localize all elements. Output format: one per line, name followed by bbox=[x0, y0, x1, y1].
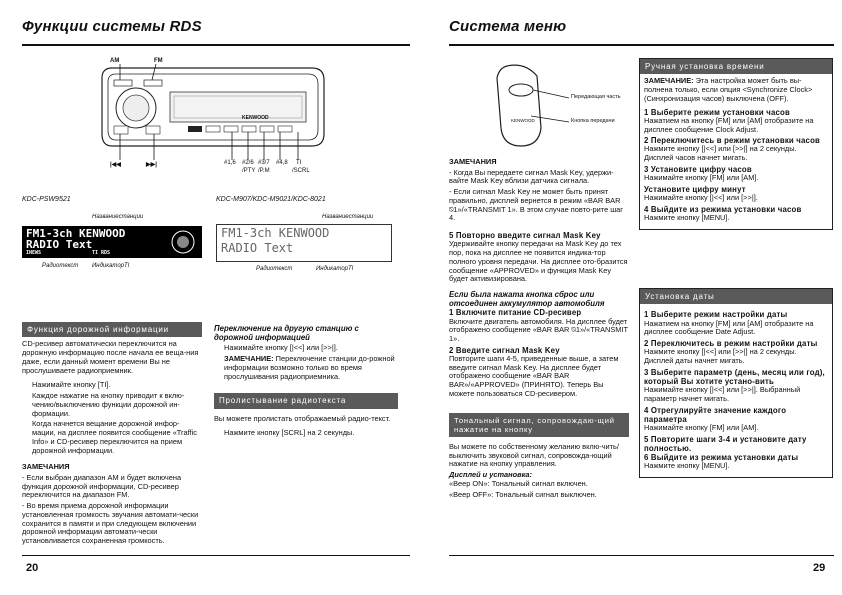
date-step1-title: 1 Выберите режим настройки даты bbox=[644, 310, 788, 320]
date-step6-text: Нажмите кнопку [MENU]. bbox=[644, 461, 730, 471]
manual-time-header: Ручная установка времени bbox=[640, 59, 832, 74]
left-page-number: 20 bbox=[26, 562, 39, 574]
model-psw9521: KDC-PSW9521 bbox=[22, 196, 71, 203]
next-track-label: ▶▶| bbox=[146, 162, 157, 168]
right-page bbox=[421, 0, 842, 595]
pm-label: /P.M bbox=[258, 168, 270, 174]
mask-note-1: - Когда Вы передаете сигнал Mask Key, удержи-вайте Mask Key вблизи датчика сигнала. bbox=[449, 167, 614, 186]
right-page-title: Система меню bbox=[449, 18, 567, 35]
lcd1-spectrum-icon bbox=[168, 228, 198, 256]
lcd1-news: INEWS bbox=[26, 250, 42, 256]
scroll-radiotext-text: Вы можете пролистать отображаемый радио-текст. bbox=[214, 413, 391, 423]
right-page-number: 29 bbox=[813, 562, 826, 574]
mask-key-illustration bbox=[449, 60, 629, 152]
radiotext-label-1: Радиотекст bbox=[42, 263, 79, 269]
date-step2-text: Нажмите кнопку [|<<] или [>>|] на 2 секунды. Дисплей даты начнет мигать. bbox=[644, 347, 797, 366]
date-step5-title: 5 Повторите шаги 3-4 и установите дату полностью. bbox=[644, 434, 807, 453]
lcd1-line2: RADIO Text bbox=[26, 238, 93, 251]
scroll-radiotext-press: Нажмите кнопку [SCRL] на 2 секунды. bbox=[224, 428, 355, 438]
step5-text: Удерживайте кнопку передачи на Mask Key до тех пор, пока на дисплее не появится индика-тор полного уровня передачи. На дисплее ото-бразится сообщение «APPROVED» и функция Mask Key будет активизирована. bbox=[449, 239, 628, 284]
send-button-label: Кнопка передачи bbox=[571, 118, 615, 124]
step5-title: 5 Повторно введите сигнал Mask Key bbox=[449, 231, 601, 241]
ti-indicator-label-2: ИндикаторTI bbox=[316, 266, 354, 272]
scroll-radiotext-header: Пролистывание радиотекста bbox=[214, 393, 398, 408]
time-note-text: Эта настройка может быть вы-полнена только, если опция <Synchronize Clock> (Синхронизация часов) выключена (OFF). bbox=[644, 76, 813, 103]
lcd1-ti-rds: TI RDS bbox=[92, 250, 111, 256]
switch-station-press: Нажимайте кнопку [|<<] или [>>|]. bbox=[224, 343, 338, 353]
head-unit-illustration bbox=[92, 58, 332, 174]
head-unit-drawing bbox=[92, 60, 332, 170]
switch-note-text: Переключение станции до-рожной информации возможно только во время прослушивания радиоприемника. bbox=[224, 354, 395, 381]
beep-text: Вы можете по собственному желанию вклю-чить/выключить звуковой сигнал, сопровожда-ющий нажатие на кнопку управления. bbox=[449, 441, 619, 469]
time-step1-title: 1 Выберите режим установки часов bbox=[644, 107, 790, 117]
left-page-title: Функции системы RDS bbox=[22, 18, 202, 35]
sender-part-label: Передающая часть bbox=[571, 94, 621, 100]
time-note-bold: ЗАМЕЧАНИЕ: bbox=[644, 76, 694, 86]
reset-step1-title: 1 Включите питание CD-ресивер bbox=[449, 308, 582, 318]
date-step3-text: Нажимайте кнопку [|<<] или [>>|]. Выбранный параметр начнет мигать. bbox=[644, 385, 801, 403]
switch-station-note bbox=[214, 355, 398, 381]
traffic-intro: CD-ресивер автоматически переключится на дорожную информацию после начала ее веща-ния даже, если данный момент времени Вы не прослушиваете радиоприемник. bbox=[22, 339, 199, 375]
lcd-display-psw9521 bbox=[22, 226, 202, 258]
time-minutes-title: Установите цифру минут bbox=[644, 184, 746, 194]
scrl-label: /SCRL bbox=[292, 168, 310, 174]
beep-header: Тональный сигнал, сопровождаю-щий нажатие на кнопку bbox=[449, 413, 629, 437]
traffic-notes-title: ЗАМЕЧАНИЯ bbox=[22, 462, 70, 472]
date-header: Установка даты bbox=[640, 289, 832, 304]
date-step6-title: 6 Выйдите из режима установки даты bbox=[644, 453, 799, 463]
traffic-each: Каждое нажатие на кнопку приводит к вклю-чению/выключению функции дорожной ин-формации. bbox=[32, 391, 185, 418]
time-step3-text: Нажимайте кнопку [FM] или [AM]. bbox=[644, 173, 759, 183]
prev-track-label: |◀◀ bbox=[110, 162, 121, 168]
am-button-label: AM bbox=[110, 58, 120, 64]
preset-3-7-label: #3/7 bbox=[258, 160, 270, 166]
lcd1-line1: FM1-3ch KENWOOD bbox=[26, 227, 126, 240]
time-step4-text: Нажмите кнопку [MENU]. bbox=[644, 212, 730, 222]
switch-note-bold: ЗАМЕЧАНИЕ: bbox=[224, 354, 274, 364]
beep-off: «Beep OFF»: Тональный сигнал выключен. bbox=[449, 489, 597, 499]
model-m907: KDC-M907/KDC-M9021/KDC-8021 bbox=[216, 196, 326, 203]
manual-time-section bbox=[639, 58, 833, 230]
switch-station-title: Переключение на другую станцию с дорожной информацией bbox=[214, 324, 359, 343]
preset-2-6-label: #2/6 bbox=[242, 160, 254, 166]
reset-step2-title: 2 Введите сигнал Mask Key bbox=[449, 345, 560, 355]
time-step4-title: 4 Выйдите из режима установки часов bbox=[644, 204, 802, 214]
ti-indicator-label-1: ИндикаторTI bbox=[92, 263, 130, 269]
time-step2-text: Нажмите кнопку [|<<] или [>>|] на 2 секунды. Дисплей часов начнет мигать. bbox=[644, 144, 797, 163]
date-step2-title: 2 Переключитесь в режим настройки даты bbox=[644, 339, 818, 349]
date-step1-text: Нажатием на кнопку [FM] или [AM] отобразите на дисплее сообщение Date Adjust. bbox=[644, 318, 814, 337]
traffic-note-1: - Если выбран диапазон AM и будет включена функция дорожной информации, CD-ресивер переключится на диапазон FM. bbox=[22, 472, 182, 500]
right-title-rule bbox=[449, 44, 834, 46]
traffic-start: Когда начнется вещание дорожной инфор-мации, на дисплее появится сообщение «Traffic Info» и CD-ресивер переключится на прием дорожной информации. bbox=[32, 419, 197, 455]
switch-station-section bbox=[214, 324, 398, 440]
date-step3-title: 3 Выберите параметр (день, месяц или год), который Вы хотите устано-вить bbox=[644, 367, 825, 386]
traffic-info-header: Функция дорожной информации bbox=[22, 322, 202, 337]
mask-note-2: - Если сигнал Mask Key не может быть принят правильно, дисплей вернется в режим «BAR BAR ⍉1»/«TRANSMIT 1». В этом случае повто-рите шаг 4. bbox=[449, 187, 623, 223]
mask-notes-title: ЗАМЕЧАНИЯ bbox=[449, 157, 497, 166]
mask-key-brand: KENWOOD bbox=[511, 118, 535, 123]
traffic-info-section bbox=[22, 322, 202, 548]
station-name-label-1: Названиестанции bbox=[92, 214, 144, 220]
lcd-display-m907 bbox=[216, 224, 392, 262]
traffic-press: Нажимайте кнопку [TI]. bbox=[32, 380, 111, 390]
ti-label: TI bbox=[296, 160, 302, 166]
time-step1-text: Нажатием на кнопку [FM] или [AM] отобразите на дисплее сообщение Clock Adjust. bbox=[644, 115, 814, 134]
pty-label: /PTY bbox=[242, 168, 256, 174]
traffic-note-2: - Во время приема дорожной информации установленная громкость звучания автомати-чески сохранится в памяти и при следующем включении дорожной информации автомати-чески установливается сохраненная громкость. bbox=[22, 501, 199, 546]
reset-title: Если была нажата кнопка сброс или отсоединен аккумулятор автомобиля bbox=[449, 290, 605, 309]
time-note bbox=[644, 77, 828, 103]
right-left-column bbox=[449, 158, 629, 501]
time-step3-title: 3 Установите цифру часов bbox=[644, 164, 752, 174]
beep-display-title: Дисплей и установка: bbox=[449, 470, 532, 480]
date-step4-title: 4 Отрегулируйте значение каждого параметра bbox=[644, 405, 787, 424]
mask-key-drawing bbox=[449, 60, 629, 152]
time-minutes-text: Нажимайте кнопку [|<<] или [>>|]. bbox=[644, 193, 758, 203]
fm-button-label: FM bbox=[154, 58, 163, 64]
radiotext-label-2: Радиотекст bbox=[256, 266, 293, 272]
date-section bbox=[639, 288, 833, 478]
station-name-label-2: Названиестанции bbox=[322, 214, 374, 220]
beep-on: «Beep ON»: Тональный сигнал включен. bbox=[449, 478, 588, 488]
right-bottom-rule bbox=[449, 555, 834, 556]
reset-step2-text: Повторите шаги 4-5, приведенные выше, а затем введите сигнал Mask Key. На дисплее будет отображено сообщение «BAR BAR BAR»/«APPROVED» (ПРИНЯТО). Теперь Вы можете пользоваться CD-ресивером. bbox=[449, 353, 619, 398]
date-step4-text: Нажимайте кнопку [FM] или [AM]. bbox=[644, 422, 759, 432]
left-title-rule bbox=[22, 44, 410, 46]
preset-1-6-label: #1,6 bbox=[224, 160, 236, 166]
lcd2-line1: FM1-3ch KENWOOD bbox=[221, 226, 330, 240]
lcd2-line2: RADIO Text bbox=[221, 241, 294, 255]
left-bottom-rule bbox=[22, 555, 410, 556]
preset-4-8-label: #4,8 bbox=[276, 160, 288, 166]
brand-label: KENWOOD bbox=[242, 115, 269, 121]
reset-step1-text: Включите двигатель автомобиля. На дисплее будет отображено сообщение «BAR BAR ⍉1»/«TRANSMIT 1». bbox=[449, 316, 628, 344]
time-step2-title: 2 Переключитесь в режим установки часов bbox=[644, 136, 821, 146]
